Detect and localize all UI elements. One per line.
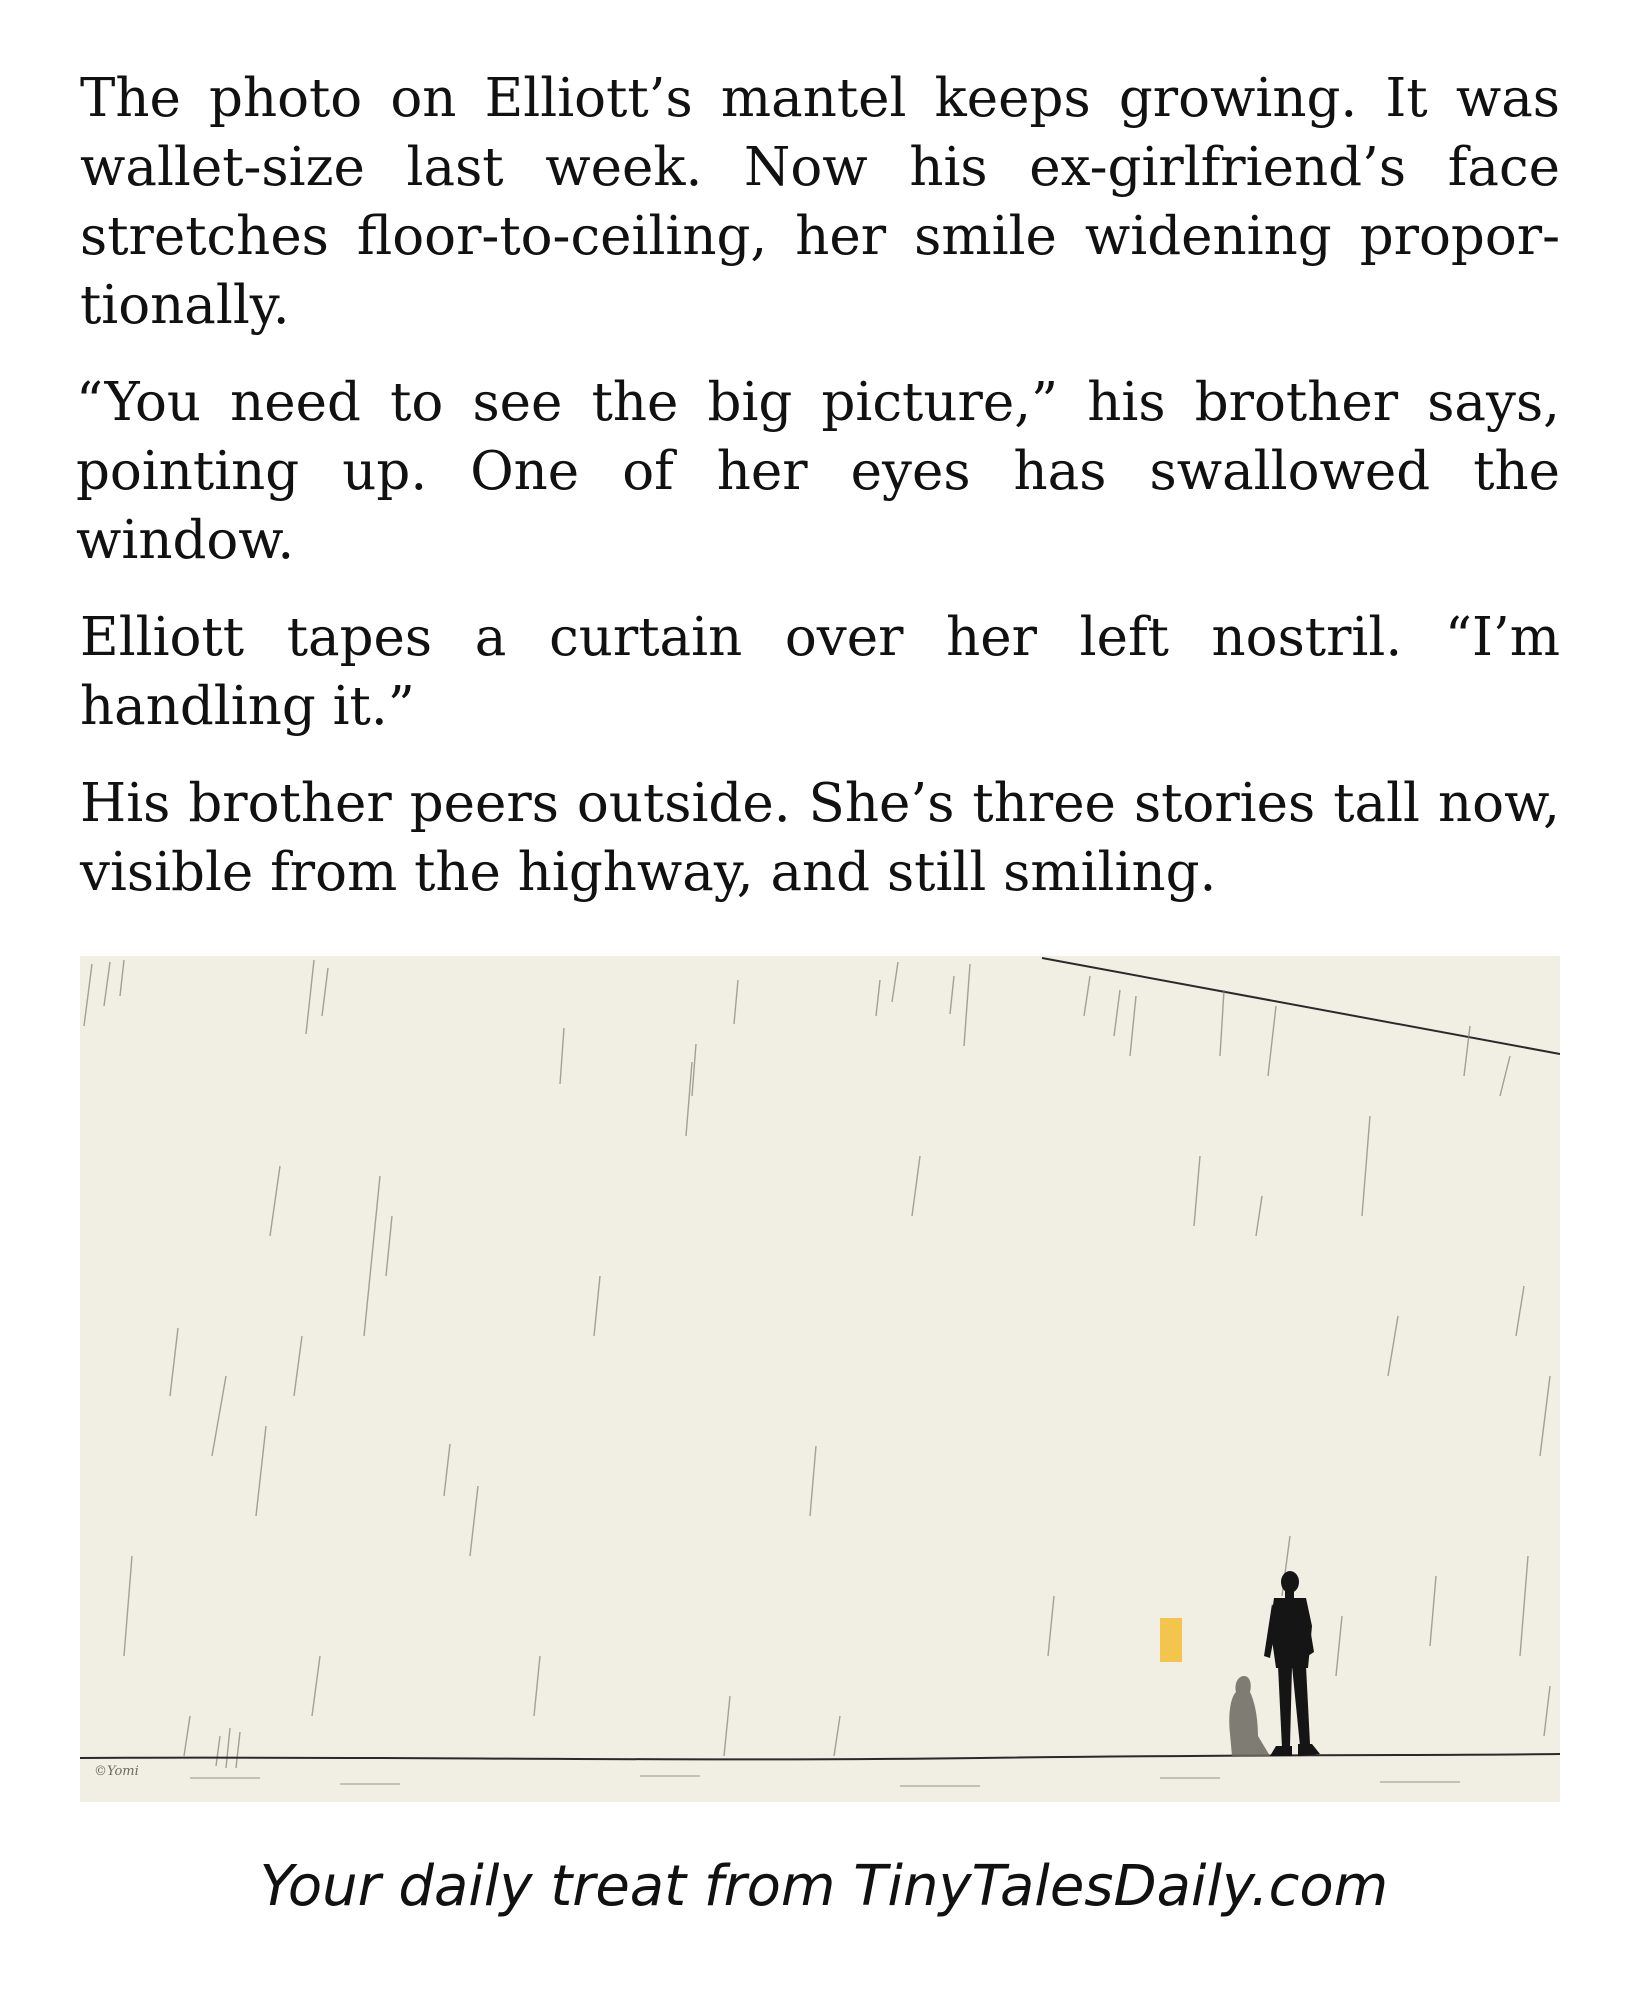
ceiling-line [1042,958,1560,1054]
illustration-drawing [80,956,1560,1802]
window [1160,1618,1182,1662]
footer-text: Your daily treat from TinyTalesDaily.com [259,1854,1389,1919]
story-illustration [80,956,1560,1802]
footer-tagline [0,1852,1648,1922]
story-paragraph-2: “You need to see the big picture,” his brother says, pointing up. One of her eyes has swallowed the window. [76,372,1560,571]
story-paragraph-1: The photo on Elliott’s mantel keeps growing. It was wallet-size last week. Now his ex-girlfriend’s face stretches floor-to-ceiling, her smile widening proportionally. [80,68,1560,336]
man-figure [1264,1571,1320,1756]
artist-signature: ©Yomi [94,1764,139,1779]
ground-texture [190,1776,1460,1786]
story-paragraph-3: Elliott tapes a curtain over her left nostril. “I’m handling it.” [80,607,1560,737]
wall-texture [84,960,1550,1768]
story-text [76,64,1560,935]
shadow-figure [1229,1676,1270,1756]
ground-line [80,1754,1560,1759]
story-paragraph-4: His brother peers outside. She’s three stories tall now, visible from the highway, and still smiling. [80,773,1560,903]
